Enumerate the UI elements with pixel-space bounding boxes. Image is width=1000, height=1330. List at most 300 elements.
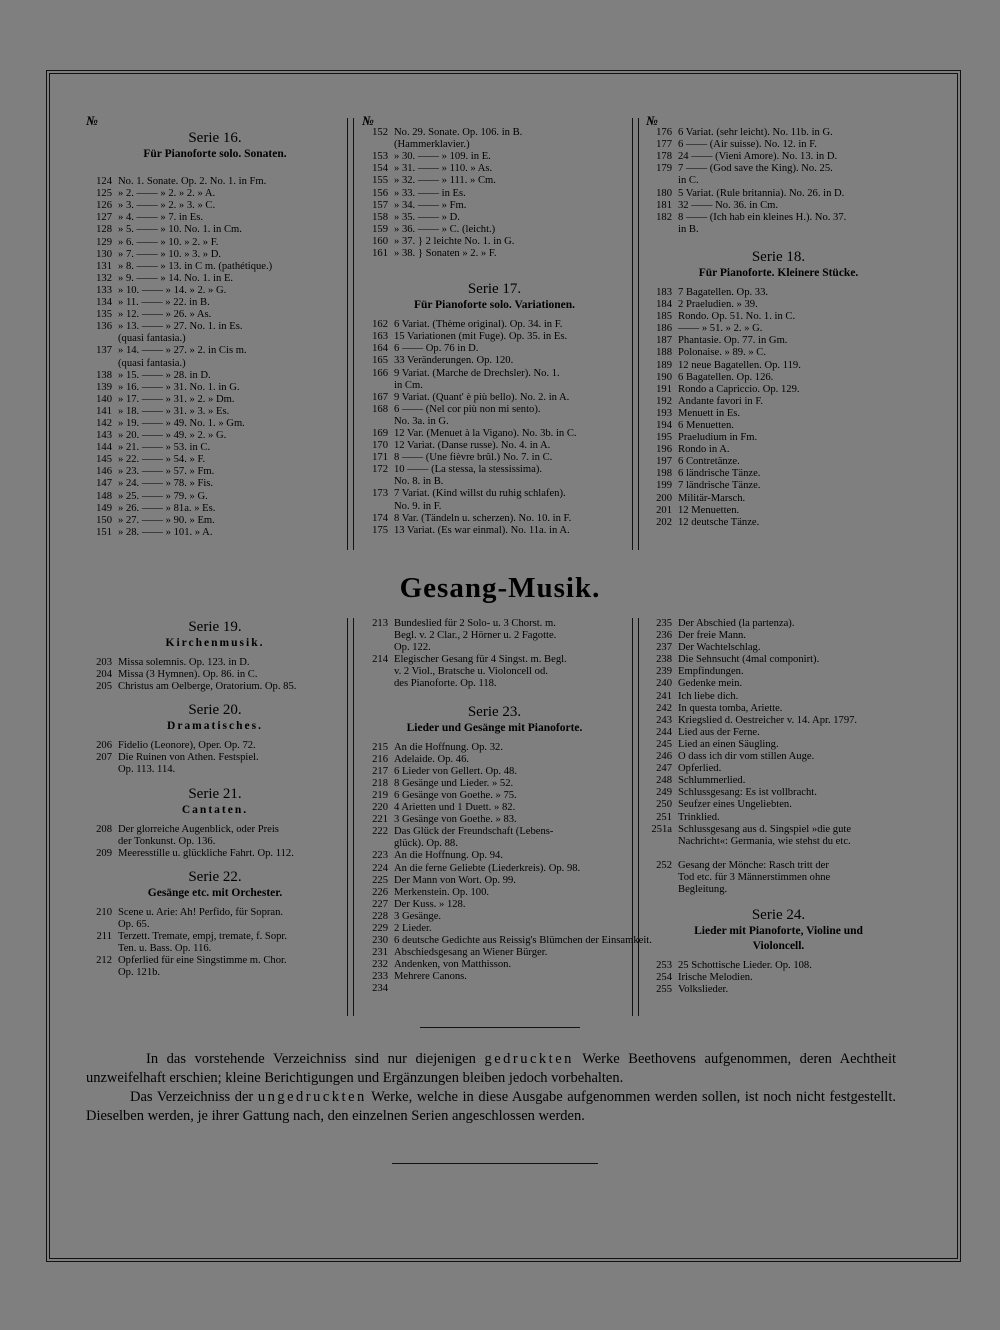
work-number: 184 (656, 299, 672, 311)
work-title: Ich liebe dich. (678, 690, 739, 702)
work-title: —— » 51. » 2. » G. (678, 323, 763, 335)
serie-20-subtitle: Dramatisches. (167, 720, 263, 733)
work-number: 239 (656, 666, 672, 678)
work-title: Missa (3 Hymnen). Op. 86. in C. (118, 669, 258, 681)
work-title: No. 3a. in G. (394, 415, 449, 427)
work-title: Volkslieder. (678, 984, 729, 996)
work-number: 242 (656, 702, 672, 714)
work-number: 156 (372, 187, 388, 199)
work-number: 225 (372, 874, 388, 886)
serie-16-subtitle: Für Pianoforte solo. Sonaten. (143, 148, 287, 161)
list-item (362, 319, 627, 331)
work-number: 139 (96, 381, 112, 393)
work-title: Adelaide. Op. 46. (394, 753, 470, 765)
list-item (646, 347, 911, 359)
list-item (362, 488, 627, 500)
work-number: 214 (372, 654, 388, 666)
work-number: 231 (372, 947, 388, 959)
work-title: des Pianoforte. Op. 118. (394, 678, 497, 690)
work-title: 8 Gesänge und Lieder. » 52. (394, 777, 514, 789)
work-title: Polonaise. » 89. » C. (678, 347, 766, 359)
list-item (362, 802, 627, 814)
work-number: 173 (372, 488, 388, 500)
work-title: Op. 65. (118, 918, 150, 930)
work-title: Merkenstein. Op. 100. (394, 886, 490, 898)
work-title: 2 Lieder. (394, 922, 432, 934)
work-title: 25 Schottische Lieder. Op. 108. (678, 960, 812, 972)
work-number: 229 (372, 922, 388, 934)
list-item (362, 368, 627, 380)
orchestral-songs-continued (362, 618, 627, 691)
work-number: 202 (656, 516, 672, 528)
serie-22-subtitle: Gesänge etc. mit Orchester. (147, 886, 283, 899)
list-item (646, 163, 911, 175)
work-title: » 37. } 2 leichte No. 1. in G. (394, 235, 515, 247)
list-item (362, 618, 627, 630)
work-number: 234 (372, 983, 388, 995)
list-item (362, 151, 627, 163)
work-number: 227 (372, 898, 388, 910)
serie-18-subtitle: Für Pianoforte. Kleinere Stücke. (698, 266, 859, 279)
work-title: 6 deutsche Gedichte aus Reissig's Blümchen der Einsamkeit. (394, 935, 652, 947)
work-number: 246 (656, 751, 672, 763)
column-divider-bottom-2b (638, 618, 639, 1016)
work-title: 9 Variat. (Quant' è più bello). No. 2. in A. (394, 391, 570, 403)
work-number: 153 (372, 151, 388, 163)
work-number: 241 (656, 690, 672, 702)
list-item (646, 763, 911, 775)
list-item (362, 416, 627, 428)
list-item (646, 618, 911, 630)
list-item (362, 850, 627, 862)
list-item (362, 501, 627, 513)
number-header: № (362, 113, 374, 128)
work-number: 207 (96, 752, 112, 764)
work-title: Rondo in A. (678, 444, 730, 456)
list-item (362, 380, 627, 392)
work-number: 163 (372, 331, 388, 343)
list-item (86, 740, 344, 752)
work-number: 192 (656, 395, 672, 407)
list-item (362, 875, 627, 887)
list-item (86, 237, 344, 249)
work-number: 135 (96, 309, 112, 321)
work-title: Ten. u. Bass. Op. 116. (118, 943, 212, 955)
work-number: 179 (656, 163, 672, 175)
work-title: 12 neue Bagatellen. Op. 119. (678, 359, 801, 371)
work-title: in Cm. (394, 379, 423, 391)
serie-19-list (86, 657, 344, 693)
work-number: 196 (656, 444, 672, 456)
work-title: 6 Contretänze. (678, 456, 740, 468)
list-item (362, 863, 627, 875)
list-item (86, 907, 344, 919)
work-title: » 6. —— » 10. » 2. » F. (118, 236, 219, 248)
work-title: Der Kuss. » 128. (394, 898, 466, 910)
work-number: 150 (96, 514, 112, 526)
list-item (362, 754, 627, 766)
work-title: » 16. —— » 31. No. 1. in G. (118, 381, 240, 393)
work-number: 161 (372, 248, 388, 260)
list-item (86, 454, 344, 466)
work-title: » 38. } Sonaten » 2. » F. (394, 248, 497, 260)
list-item (646, 727, 911, 739)
work-title: Opferlied. (678, 763, 722, 775)
work-number: 251 (656, 811, 672, 823)
work-number: 223 (372, 850, 388, 862)
list-item (362, 814, 627, 826)
list-item (362, 343, 627, 355)
work-title: 6 —— Op. 76 in D. (394, 343, 479, 355)
work-title: » 13. —— » 27. No. 1. in Es. (118, 321, 243, 333)
list-item (362, 630, 627, 642)
list-item (646, 139, 911, 151)
list-item (646, 335, 911, 347)
work-number: 205 (96, 681, 112, 693)
list-item (646, 175, 911, 187)
work-title: v. 2 Viol., Bratsche u. Violoncell od. (394, 666, 548, 678)
list-item (362, 127, 627, 139)
work-number: 137 (96, 345, 112, 357)
work-number: 182 (656, 211, 672, 223)
work-title: An die Hoffnung. Op. 32. (394, 741, 503, 753)
work-number: 216 (372, 753, 388, 765)
list-item (86, 188, 344, 200)
work-title: » 18. —— » 31. » 3. » Es. (118, 405, 230, 417)
list-item (646, 630, 911, 642)
list-item (646, 468, 911, 480)
serie-18-list (646, 287, 911, 529)
list-item (362, 163, 627, 175)
list-item (86, 321, 344, 333)
serie-22-heading: Serie 22. (188, 868, 242, 885)
work-title: » 31. —— » 110. » As. (394, 163, 493, 175)
work-number: 253 (656, 960, 672, 972)
serie-23-subtitle: Lieder und Gesänge mit Pianoforte. (406, 721, 583, 734)
work-title: Der Wachtelschlag. (678, 642, 761, 654)
work-title: 15 Variationen (mit Fuge). Op. 35. in Es. (394, 331, 568, 343)
work-number: 162 (372, 319, 388, 331)
work-title: » 17. —— » 31. » 2. » Dm. (118, 393, 235, 405)
work-number: 233 (372, 971, 388, 983)
work-number: 201 (656, 504, 672, 516)
work-title: 33 Veränderungen. Op. 120. (394, 355, 514, 367)
work-title: Lied an einen Säugling. (678, 738, 779, 750)
list-item (646, 224, 911, 236)
list-item (646, 287, 911, 299)
list-item (86, 285, 344, 297)
work-title: 32 —— No. 36. in Cm. (678, 199, 779, 211)
work-number: 209 (96, 847, 112, 859)
list-item (86, 224, 344, 236)
work-title: Der glorreiche Augenblick, oder Preis (118, 823, 279, 835)
work-title: » 15. —— » 28. in D. (118, 369, 211, 381)
list-item (646, 432, 911, 444)
work-title: » 10. —— » 14. » 2. » G. (118, 284, 227, 296)
list-item (646, 960, 911, 972)
serie-19-subtitle: Kirchenmusik. (165, 637, 265, 649)
work-number: 218 (372, 777, 388, 789)
list-item (646, 408, 911, 420)
list-item (646, 212, 911, 224)
list-item (86, 406, 344, 418)
work-title: 10 —— (La stessa, la stessissima). (394, 464, 542, 476)
list-item (362, 838, 627, 850)
list-item (646, 799, 911, 811)
list-item (362, 476, 627, 488)
work-title: Menuett in Es. (678, 407, 741, 419)
work-title: Der Mann von Wort. Op. 99. (394, 874, 516, 886)
work-title: Empfindungen. (678, 666, 744, 678)
work-title: in B. (678, 223, 699, 235)
work-number: 177 (656, 139, 672, 151)
list-item (646, 360, 911, 372)
work-title: Gesang der Mönche: Rasch tritt der (678, 859, 829, 871)
work-number: 198 (656, 468, 672, 480)
list-item (646, 751, 911, 763)
column-divider-bottom-2 (632, 618, 633, 1016)
list-item (86, 273, 344, 285)
serie-19-22-column (86, 618, 344, 979)
gesang-musik-title: Gesang-Musik. (399, 572, 601, 604)
work-title: » 33. —— in Es. (394, 187, 466, 199)
list-item (646, 836, 911, 848)
work-title: Praeludium in Fm. (678, 432, 758, 444)
serie-23-heading: Serie 23. (467, 703, 522, 720)
work-title: No. 29. Sonate. Op. 106. in B. (394, 127, 523, 139)
work-title: 8 —— (Ich hab ein kleines H.). No. 37. (678, 211, 847, 223)
serie-17-list (362, 319, 627, 537)
work-title: » 35. —— » D. (394, 211, 460, 223)
list-item (86, 212, 344, 224)
work-number: 191 (656, 383, 672, 395)
work-title: Lied aus der Ferne. (678, 726, 760, 738)
list-item (362, 248, 627, 260)
work-title: » 32. —— » 111. » Cm. (394, 175, 496, 187)
list-item (646, 517, 911, 529)
work-title: 2 Praeludien. » 39. (678, 299, 758, 311)
work-title: Andante favori in F. (678, 395, 764, 407)
list-item (362, 742, 627, 754)
serie-17-heading: Serie 17. (467, 281, 522, 298)
list-item (86, 430, 344, 442)
list-item (86, 669, 344, 681)
list-item (646, 200, 911, 212)
work-number: 147 (96, 478, 112, 490)
column-divider-bottom-1b (353, 618, 354, 1016)
work-title: 7 —— (God save the King). No. 25. (678, 163, 833, 175)
work-title: glück). Op. 88. (394, 838, 458, 850)
work-title: Scene u. Arie: Ah! Perfido, für Sopran. (118, 906, 284, 918)
list-item (362, 899, 627, 911)
work-number: 133 (96, 284, 112, 296)
work-title: Nachricht«: Germania, wie stehst du etc. (678, 835, 851, 847)
work-title: 8 Var. (Tändeln u. scherzen). No. 10. in F. (394, 512, 572, 524)
list-item (646, 444, 911, 456)
work-number: 167 (372, 391, 388, 403)
list-item (362, 983, 627, 995)
list-item (646, 848, 911, 860)
variation-list-continued (646, 127, 911, 236)
work-number: 247 (656, 763, 672, 775)
work-title: 6 Variat. (sehr leicht). No. 11b. in G. (678, 127, 833, 139)
work-number: 160 (372, 235, 388, 247)
work-title: Schlummerlied. (678, 775, 746, 787)
work-title: Meeresstille u. glückliche Fahrt. Op. 112. (118, 847, 294, 859)
work-title: » 2. —— » 2. » 2. » A. (118, 188, 216, 200)
list-item (646, 739, 911, 751)
serie-18-heading: Serie 18. (751, 248, 806, 265)
list-item (646, 384, 911, 396)
work-number: 149 (96, 502, 112, 514)
work-number: 145 (96, 454, 112, 466)
list-item (646, 323, 911, 335)
list-item (646, 972, 911, 984)
list-item (362, 355, 627, 367)
work-title: 12 Menuetten. (678, 504, 740, 516)
work-title: 12 deutsche Tänze. (678, 516, 760, 528)
list-item (86, 943, 344, 955)
list-item (646, 812, 911, 824)
list-item (646, 299, 911, 311)
work-number: 237 (656, 642, 672, 654)
list-item (86, 955, 344, 967)
list-item (646, 456, 911, 468)
list-item (362, 887, 627, 899)
list-item (646, 884, 911, 896)
work-title: 6 —— (Nel cor più non mi sento). (394, 403, 541, 415)
number-header: № (646, 113, 658, 128)
list-item (86, 382, 344, 394)
work-title: Rondo. Op. 51. No. 1. in C. (678, 311, 796, 323)
list-item (646, 824, 911, 836)
list-item (86, 848, 344, 860)
list-item (86, 442, 344, 454)
work-title: » 7. —— » 10. » 3. » D. (118, 248, 221, 260)
work-title: » 4. —— » 7. in Es. (118, 212, 204, 224)
column-divider-top-2 (632, 118, 633, 550)
list-item (362, 923, 627, 935)
work-title: der Tonkunst. Op. 136. (118, 835, 216, 847)
work-number: 251a (651, 823, 672, 835)
work-number: 199 (656, 480, 672, 492)
work-number: 172 (372, 464, 388, 476)
note-unprinted-works (86, 1088, 896, 1126)
work-title: Die Ruinen von Athen. Festspiel. (118, 752, 259, 764)
work-number: 152 (372, 127, 388, 139)
work-title: » 11. —— » 22. in B. (118, 297, 210, 309)
work-title: » 30. —— » 109. in E. (394, 151, 491, 163)
list-item (86, 466, 344, 478)
list-item (362, 654, 627, 666)
work-number: 148 (96, 490, 112, 502)
list-item (86, 764, 344, 776)
work-number: 208 (96, 823, 112, 835)
list-item (646, 984, 911, 996)
work-title: No. 8. in B. (394, 476, 444, 488)
work-number: 188 (656, 347, 672, 359)
list-item (86, 931, 344, 943)
work-title: 8 —— (Une fièvre brûl.) No. 7. in C. (394, 452, 553, 464)
work-title: » 24. —— » 78. » Fis. (118, 478, 214, 490)
work-number: 197 (656, 456, 672, 468)
work-title: 6 Menuetten. (678, 419, 734, 431)
work-number: 140 (96, 393, 112, 405)
work-title: 7 ländrische Tänze. (678, 480, 761, 492)
work-number: 238 (656, 654, 672, 666)
work-title: 24 —— (Vieni Amore). No. 13. in D. (678, 151, 838, 163)
work-number: 180 (656, 187, 672, 199)
note-2-emphasis: ungedruckten (257, 1089, 367, 1105)
list-item (646, 715, 911, 727)
work-title: Op. 121b. (118, 967, 161, 979)
work-number: 130 (96, 248, 112, 260)
work-number: 143 (96, 430, 112, 442)
work-number: 189 (656, 359, 672, 371)
list-item (362, 911, 627, 923)
serie-20-heading: Serie 20. (188, 702, 242, 719)
work-number: 174 (372, 512, 388, 524)
work-title: Gedenke mein. (678, 678, 743, 690)
work-number: 215 (372, 741, 388, 753)
work-title: » 8. —— » 13. in C m. (pathétique.) (118, 260, 273, 272)
work-number: 169 (372, 427, 388, 439)
list-item (86, 919, 344, 931)
list-item (362, 188, 627, 200)
work-title: » 19. —— » 49. No. 1. » Gm. (118, 417, 245, 429)
work-number: 127 (96, 212, 112, 224)
work-number: 226 (372, 886, 388, 898)
list-item (646, 505, 911, 517)
work-title: 7 Variat. (Kind willst du ruhig schlafen). (394, 488, 566, 500)
work-title: 6 Gesänge von Goethe. » 75. (394, 789, 517, 801)
list-item (646, 493, 911, 505)
note-1-emphasis: gedruckten (484, 1051, 574, 1067)
songs-list-continued (646, 618, 911, 896)
list-item (646, 787, 911, 799)
work-number: 151 (96, 526, 112, 538)
work-title: » 3. —— » 2. » 3. » C. (118, 200, 216, 212)
list-item (646, 372, 911, 384)
list-item (362, 404, 627, 416)
work-number: 219 (372, 789, 388, 801)
work-number: 170 (372, 440, 388, 452)
list-item (86, 249, 344, 261)
list-item (362, 790, 627, 802)
work-number: 138 (96, 369, 112, 381)
work-title: 3 Gesänge. (394, 910, 442, 922)
list-item (86, 515, 344, 527)
work-number: 190 (656, 371, 672, 383)
work-title: 5 Variat. (Rule britannia). No. 26. in D. (678, 187, 845, 199)
work-title: » 12. —— » 26. » As. (118, 309, 212, 321)
work-number: 129 (96, 236, 112, 248)
work-number: 210 (96, 906, 112, 918)
list-item (362, 947, 627, 959)
list-item (362, 440, 627, 452)
work-title: Opferlied für eine Singstimme m. Chor. (118, 955, 287, 967)
work-title: (quasi fantasia.) (118, 333, 186, 345)
serie-23-column (362, 618, 652, 996)
list-item (362, 642, 627, 654)
serie-22-list (86, 907, 344, 980)
work-title: Das Glück der Freundschaft (Lebens- (394, 826, 554, 838)
list-item (646, 775, 911, 787)
list-item (362, 236, 627, 248)
list-item (86, 418, 344, 430)
work-number: 165 (372, 355, 388, 367)
serie-17-column (362, 115, 627, 537)
